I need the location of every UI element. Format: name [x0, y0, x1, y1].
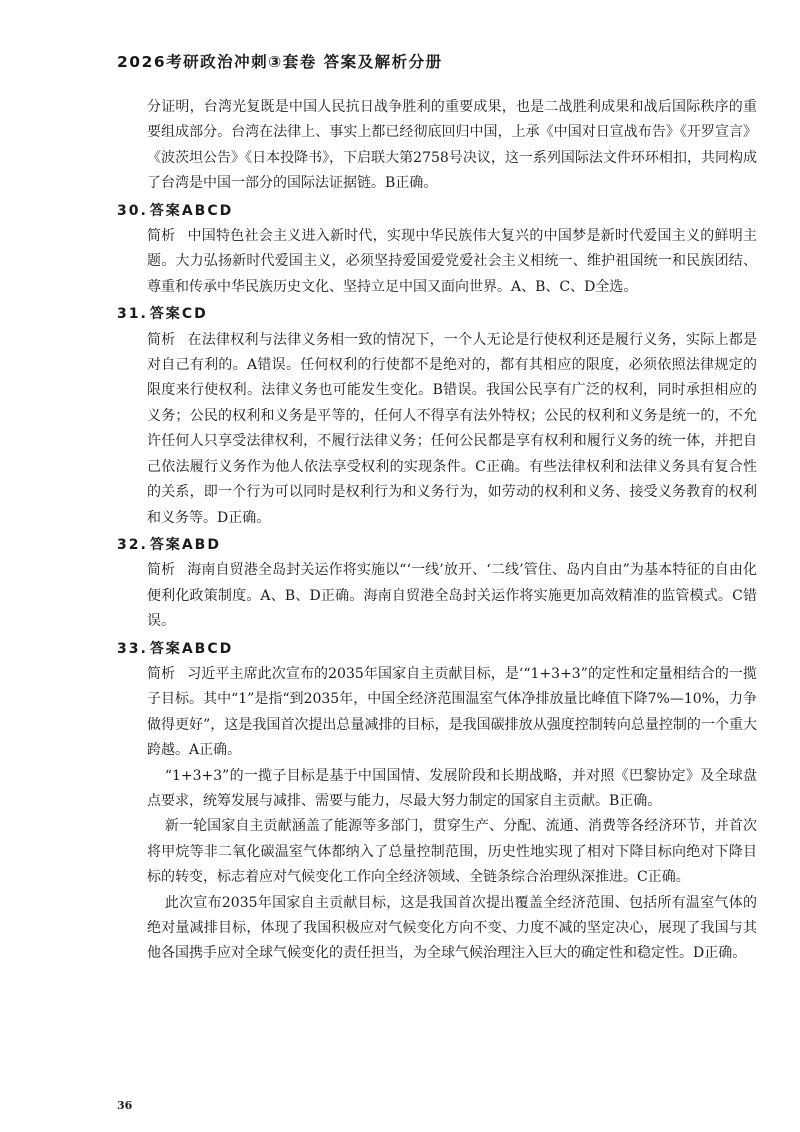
question-number: 33. [117, 640, 148, 657]
analysis-paragraph [117, 224, 757, 300]
analysis-text: 习近平主席此次宣布的2035年国家自主贡献目标，是‘“1+3+3”的定性和定量相结合的一揽子目标。其中“1”是指“到2035年，中国全经济范围温室气体净排放量比峰值下降7%—10%，力争做得更好”，这是我国首次提出总量减排的目标，是我国碳排放从强度控制转向总量控制的一个重大跨越。A正确。 [147, 665, 758, 759]
answer-value: ABCD [181, 202, 234, 219]
analysis-text: 中国特色社会主义进入新时代，实现中华民族伟大复兴的中国梦是新时代爱国主义的鲜明主题。大力弘扬新时代爱国主义，必须坚持爱国爱党爱社会主义相统一、维护祖国统一和民族团结、尊重和传承中华民族历史文化、坚持立足中国又面向世界。A、B、C、D全选。 [147, 228, 758, 295]
answer-line-31 [117, 302, 757, 327]
answer-label: 答案 [149, 536, 182, 553]
question-number: 30. [117, 202, 148, 219]
analysis-paragraph [117, 328, 757, 531]
question-number: 32. [117, 536, 148, 553]
analysis-label: 简析 [147, 331, 176, 348]
analysis-label: 简析 [147, 228, 176, 245]
analysis-paragraph [117, 662, 757, 764]
answer-line-32 [117, 533, 757, 558]
analysis-paragraph [117, 558, 757, 634]
answer-value: CD [181, 306, 208, 323]
page-content [117, 95, 757, 967]
answer-line-30 [117, 199, 757, 224]
answer-value: ABD [181, 536, 221, 553]
analysis-paragraph: 新一轮国家自主贡献涵盖了能源等多部门，贯穿生产、分配、流通、消费等各经济环节，并首次将甲烷等非二氧化碳温室气体都纳入了总量控制范围，历史性地实现了相对下降目标向绝对下降目标的转变，标志着应对气候变化工作向全经济领域、全链条综合治理纵深推进。C正确。 [147, 818, 757, 886]
analysis-text: 海南自贸港全岛封关运作将实施以“‘一线’放开、‘二线’管住、岛内自由”为基本特征的自由化便利化政策制度。A、B、D正确。海南自贸港全岛封关运作将实施更加高效精准的监管模式。C错误。 [147, 562, 758, 630]
answer-line-33 [117, 637, 757, 662]
answer-label: 答案 [149, 640, 182, 657]
answer-label: 答案 [149, 306, 182, 323]
answer-label: 答案 [149, 202, 182, 219]
analysis-text: 在法律权利与法律义务相一致的情况下，一个人无论是行使权利还是履行义务，实际上都是对自己有利的。A错误。任何权利的行使都不是绝对的，都有其相应的限度，必须依照法律规定的限度来行使权利。法律义务也可能发生变化。B错误。我国公民享有广泛的权利，同时承担相应的义务；公民的权利和义务是平等的，任何人不得享有法外特权；公民的权利和义务是统一的，不允许任何人只享受法律权利，不履行法律义务；任何公民都是享有权利和履行义务的统一体，并把自己依法履行义务作为他人依法享受权利的实现条件。C正确。有些法律权利和法律义务具有复合性的关系，即一个行为可以同时是权利行为和义务行为，如劳动的权利和义务、接受义务教育的权利和义务等。D正确。 [147, 331, 758, 526]
intro-paragraph: 分证明，台湾光复既是中国人民抗日战争胜利的重要成果，也是二战胜利成果和战后国际秩序的重要组成部分。台湾在法律上、事实上都已经彻底回归中国，上承《中国对日宣战布告》《开罗宣言》《波茨坦公告》《日本投降书》，下启联大第2758号决议，这一系列国际法文件环环相扣，共同构成了台湾是中国一部分的国际法证据链。B正确。 [147, 99, 757, 192]
page-header: 2026考研政治冲刺③套卷 答案及解析分册 [117, 53, 443, 71]
answer-value: ABCD [181, 640, 234, 657]
page-number: 36 [117, 1099, 133, 1112]
question-number: 31. [117, 306, 148, 323]
analysis-label: 简析 [147, 562, 176, 579]
analysis-paragraph: 此次宣布2035年国家自主贡献目标，这是我国首次提出覆盖全经济范围、包括所有温室气体的绝对量减排目标，体现了我国积极应对气候变化方向不变、力度不减的坚定决心，展现了我国与其他各国携手应对全球气候变化的责任担当，为全球气候治理注入巨大的确定性和稳定性。D正确。 [147, 894, 757, 962]
analysis-paragraph: “1+3+3”的一揽子目标是基于中国国情、发展阶段和长期战略，并对照《巴黎协定》及全球盘点要求，统筹发展与减排、需要与能力，尽最大努力制定的国家自主贡献。B正确。 [147, 767, 757, 809]
analysis-label: 简析 [147, 665, 176, 682]
